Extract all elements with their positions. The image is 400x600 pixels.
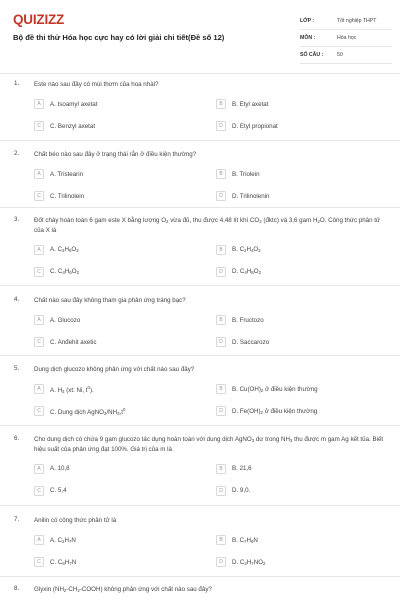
option-letter-badge: B [216, 535, 226, 545]
option-text: A. 10,8 [50, 465, 70, 473]
question-text: Dung dịch glucozo không phản ứng với chất nào sau đây? [34, 366, 195, 373]
option-letter-badge: C [34, 557, 44, 567]
option-text: D. 9,0. [232, 487, 251, 495]
option-c[interactable] [34, 120, 202, 132]
option-a[interactable] [34, 383, 202, 395]
question-number: 1. [14, 80, 20, 87]
option-letter-badge: A [34, 99, 44, 109]
meta-key: MÔN : [300, 35, 316, 41]
meta-row-count [300, 47, 392, 64]
option-text: C. Benzyl axetat [50, 122, 96, 130]
option-c[interactable] [34, 556, 202, 568]
option-letter-badge: C [34, 337, 44, 347]
option-c[interactable] [34, 405, 202, 417]
option-text: A. $C_2H_7N$ [50, 536, 76, 544]
question-text: Chất béo nào sau đây ở trạng thái rắn ở điều kiện thường? [34, 151, 197, 158]
option-d[interactable] [216, 190, 384, 202]
option-d[interactable] [216, 120, 384, 132]
option-a[interactable] [34, 168, 202, 180]
question-divider [0, 505, 400, 506]
option-text: D. Etyl propionat [232, 122, 278, 130]
option-b[interactable] [216, 314, 384, 326]
option-text: B. $C_2H_4O_2$ [232, 246, 261, 254]
option-text: C. $C_4H_6O_2$ [50, 268, 80, 276]
option-text: A. Glucozo [50, 316, 81, 324]
option-letter-badge: B [216, 315, 226, 325]
page-title: Bộ đề thi thử Hóa học cực hay có lời giải chi tiết(Đề số 12) [13, 33, 225, 42]
question-text: Đốt cháy hoàn toàn 6 gam este X bằng lượng $O_2$ vừa đủ, thu được 4,48 lít khí $CO_2$ (đktc) và 3,6 gam $H_2O$. Công thức phân tử của X là [34, 217, 381, 235]
option-text: D. $Fe(OH)_2$ ở điều kiện thường [232, 407, 318, 415]
option-text: B. Fructozo [232, 316, 264, 324]
option-d[interactable] [216, 556, 384, 568]
question-number: 5. [14, 365, 20, 372]
question-number: 2. [14, 150, 20, 157]
option-text: A. $C_3H_6O_2$ [50, 246, 79, 254]
option-letter-badge: A [34, 535, 44, 545]
question-divider [0, 425, 400, 426]
question-number: 8. [14, 585, 20, 592]
option-text: D. $C_2H_7NO_2$ [232, 558, 266, 566]
option-d[interactable] [216, 336, 384, 348]
option-text: D. Saccarozo [232, 338, 270, 346]
option-a[interactable] [34, 98, 202, 110]
option-d[interactable] [216, 405, 384, 417]
option-text: D. $C_4H_8O_2$ [232, 268, 262, 276]
option-letter-badge: D [216, 191, 226, 201]
question-divider [0, 285, 400, 286]
header-divider [0, 73, 400, 74]
question-number: 4. [14, 296, 20, 303]
meta-value: 50 [337, 52, 343, 58]
option-a[interactable] [34, 463, 202, 475]
option-b[interactable] [216, 98, 384, 110]
meta-key: LỚP : [300, 18, 315, 24]
option-text: A. $H_2$ (xt: Ni, $t^0$). [50, 384, 94, 394]
option-letter-badge: A [34, 384, 44, 394]
option-letter-badge: D [216, 557, 226, 567]
option-text: C. Dung dịch $AgNO_3/NH_3,t^0$ [50, 406, 126, 416]
option-letter-badge: D [216, 267, 226, 277]
option-letter-badge: B [216, 464, 226, 474]
option-c[interactable] [34, 266, 202, 278]
option-letter-badge: D [216, 486, 226, 496]
option-letter-badge: C [34, 406, 44, 416]
option-letter-badge: C [34, 486, 44, 496]
option-letter-badge: D [216, 337, 226, 347]
option-text: A. Isoamyl axetat [50, 100, 98, 108]
option-a[interactable] [34, 244, 202, 256]
question-number: 3. [14, 216, 20, 223]
question-divider [0, 207, 400, 208]
option-c[interactable] [34, 190, 202, 202]
option-text: B. $C_7H_9N$ [232, 536, 258, 544]
option-letter-badge: D [216, 406, 226, 416]
meta-row-class [300, 13, 392, 30]
question-text: Anilin có công thức phân tử là [34, 517, 117, 524]
option-c[interactable] [34, 336, 202, 348]
option-text: D. Trilinolenin [232, 192, 270, 200]
option-text: C. Trilinolein [50, 192, 85, 200]
option-a[interactable] [34, 534, 202, 546]
option-b[interactable] [216, 168, 384, 180]
option-d[interactable] [216, 485, 384, 497]
option-text: B. 21,6 [232, 465, 252, 473]
option-letter-badge: B [216, 169, 226, 179]
question-divider [0, 576, 400, 577]
option-text: B. Triolein [232, 170, 260, 178]
option-letter-badge: A [34, 315, 44, 325]
option-letter-badge: C [34, 191, 44, 201]
meta-row-subject [300, 30, 392, 47]
option-text: A. Tristearin [50, 170, 84, 178]
option-letter-badge: C [34, 121, 44, 131]
option-b[interactable] [216, 383, 384, 395]
document-header [0, 0, 400, 72]
option-text: C. $C_6H_7N$ [50, 558, 77, 566]
option-letter-badge: B [216, 245, 226, 255]
quizizz-logo: QUIZIZZ [13, 12, 65, 27]
question-divider [0, 140, 400, 141]
meta-value: Hóa học [337, 35, 357, 41]
question-text: Glyxin $(NH_2-CH_2-COOH)$ không phản ứng với chất nào sau đây? [34, 586, 212, 593]
option-b[interactable] [216, 244, 384, 256]
question-number: 7. [14, 516, 20, 523]
option-letter-badge: B [216, 384, 226, 394]
option-letter-badge: A [34, 245, 44, 255]
option-text: C. Anđehit axetic [50, 338, 97, 346]
question-divider [0, 355, 400, 356]
option-c[interactable] [34, 485, 202, 497]
option-d[interactable] [216, 266, 384, 278]
meta-table [300, 13, 392, 64]
option-text: B. $Cu(OH)_2$ ở điều kiện thường [232, 385, 318, 393]
option-a[interactable] [34, 314, 202, 326]
option-letter-badge: A [34, 169, 44, 179]
option-letter-badge: C [34, 267, 44, 277]
question-text: Chất nào sau đây không tham gia phản ứng tráng bạc? [34, 297, 186, 304]
meta-value: Tốt nghiệp THPT [337, 18, 377, 24]
option-letter-badge: B [216, 99, 226, 109]
option-text: B. Etyl axetat [232, 100, 269, 108]
option-b[interactable] [216, 534, 384, 546]
option-letter-badge: D [216, 121, 226, 131]
option-b[interactable] [216, 463, 384, 475]
meta-key: SỐ CÂU : [300, 52, 324, 58]
question-text: Cho dung dịch có chứa 9 gam glucozo tác dụng hoàn toàn với dung dịch AgNO$_3$ dư trong $NH_3$ thu được m gam Ag kết tủa. Biết hiệu suất của phản ứng đạt 100%. Giá trị của m là [34, 436, 384, 454]
question-number: 6. [14, 435, 20, 442]
option-text: C. 5,4 [50, 487, 67, 495]
option-letter-badge: A [34, 464, 44, 474]
question-text: Este nào sau đây có mùi thơm của hoa nhài? [34, 81, 159, 88]
